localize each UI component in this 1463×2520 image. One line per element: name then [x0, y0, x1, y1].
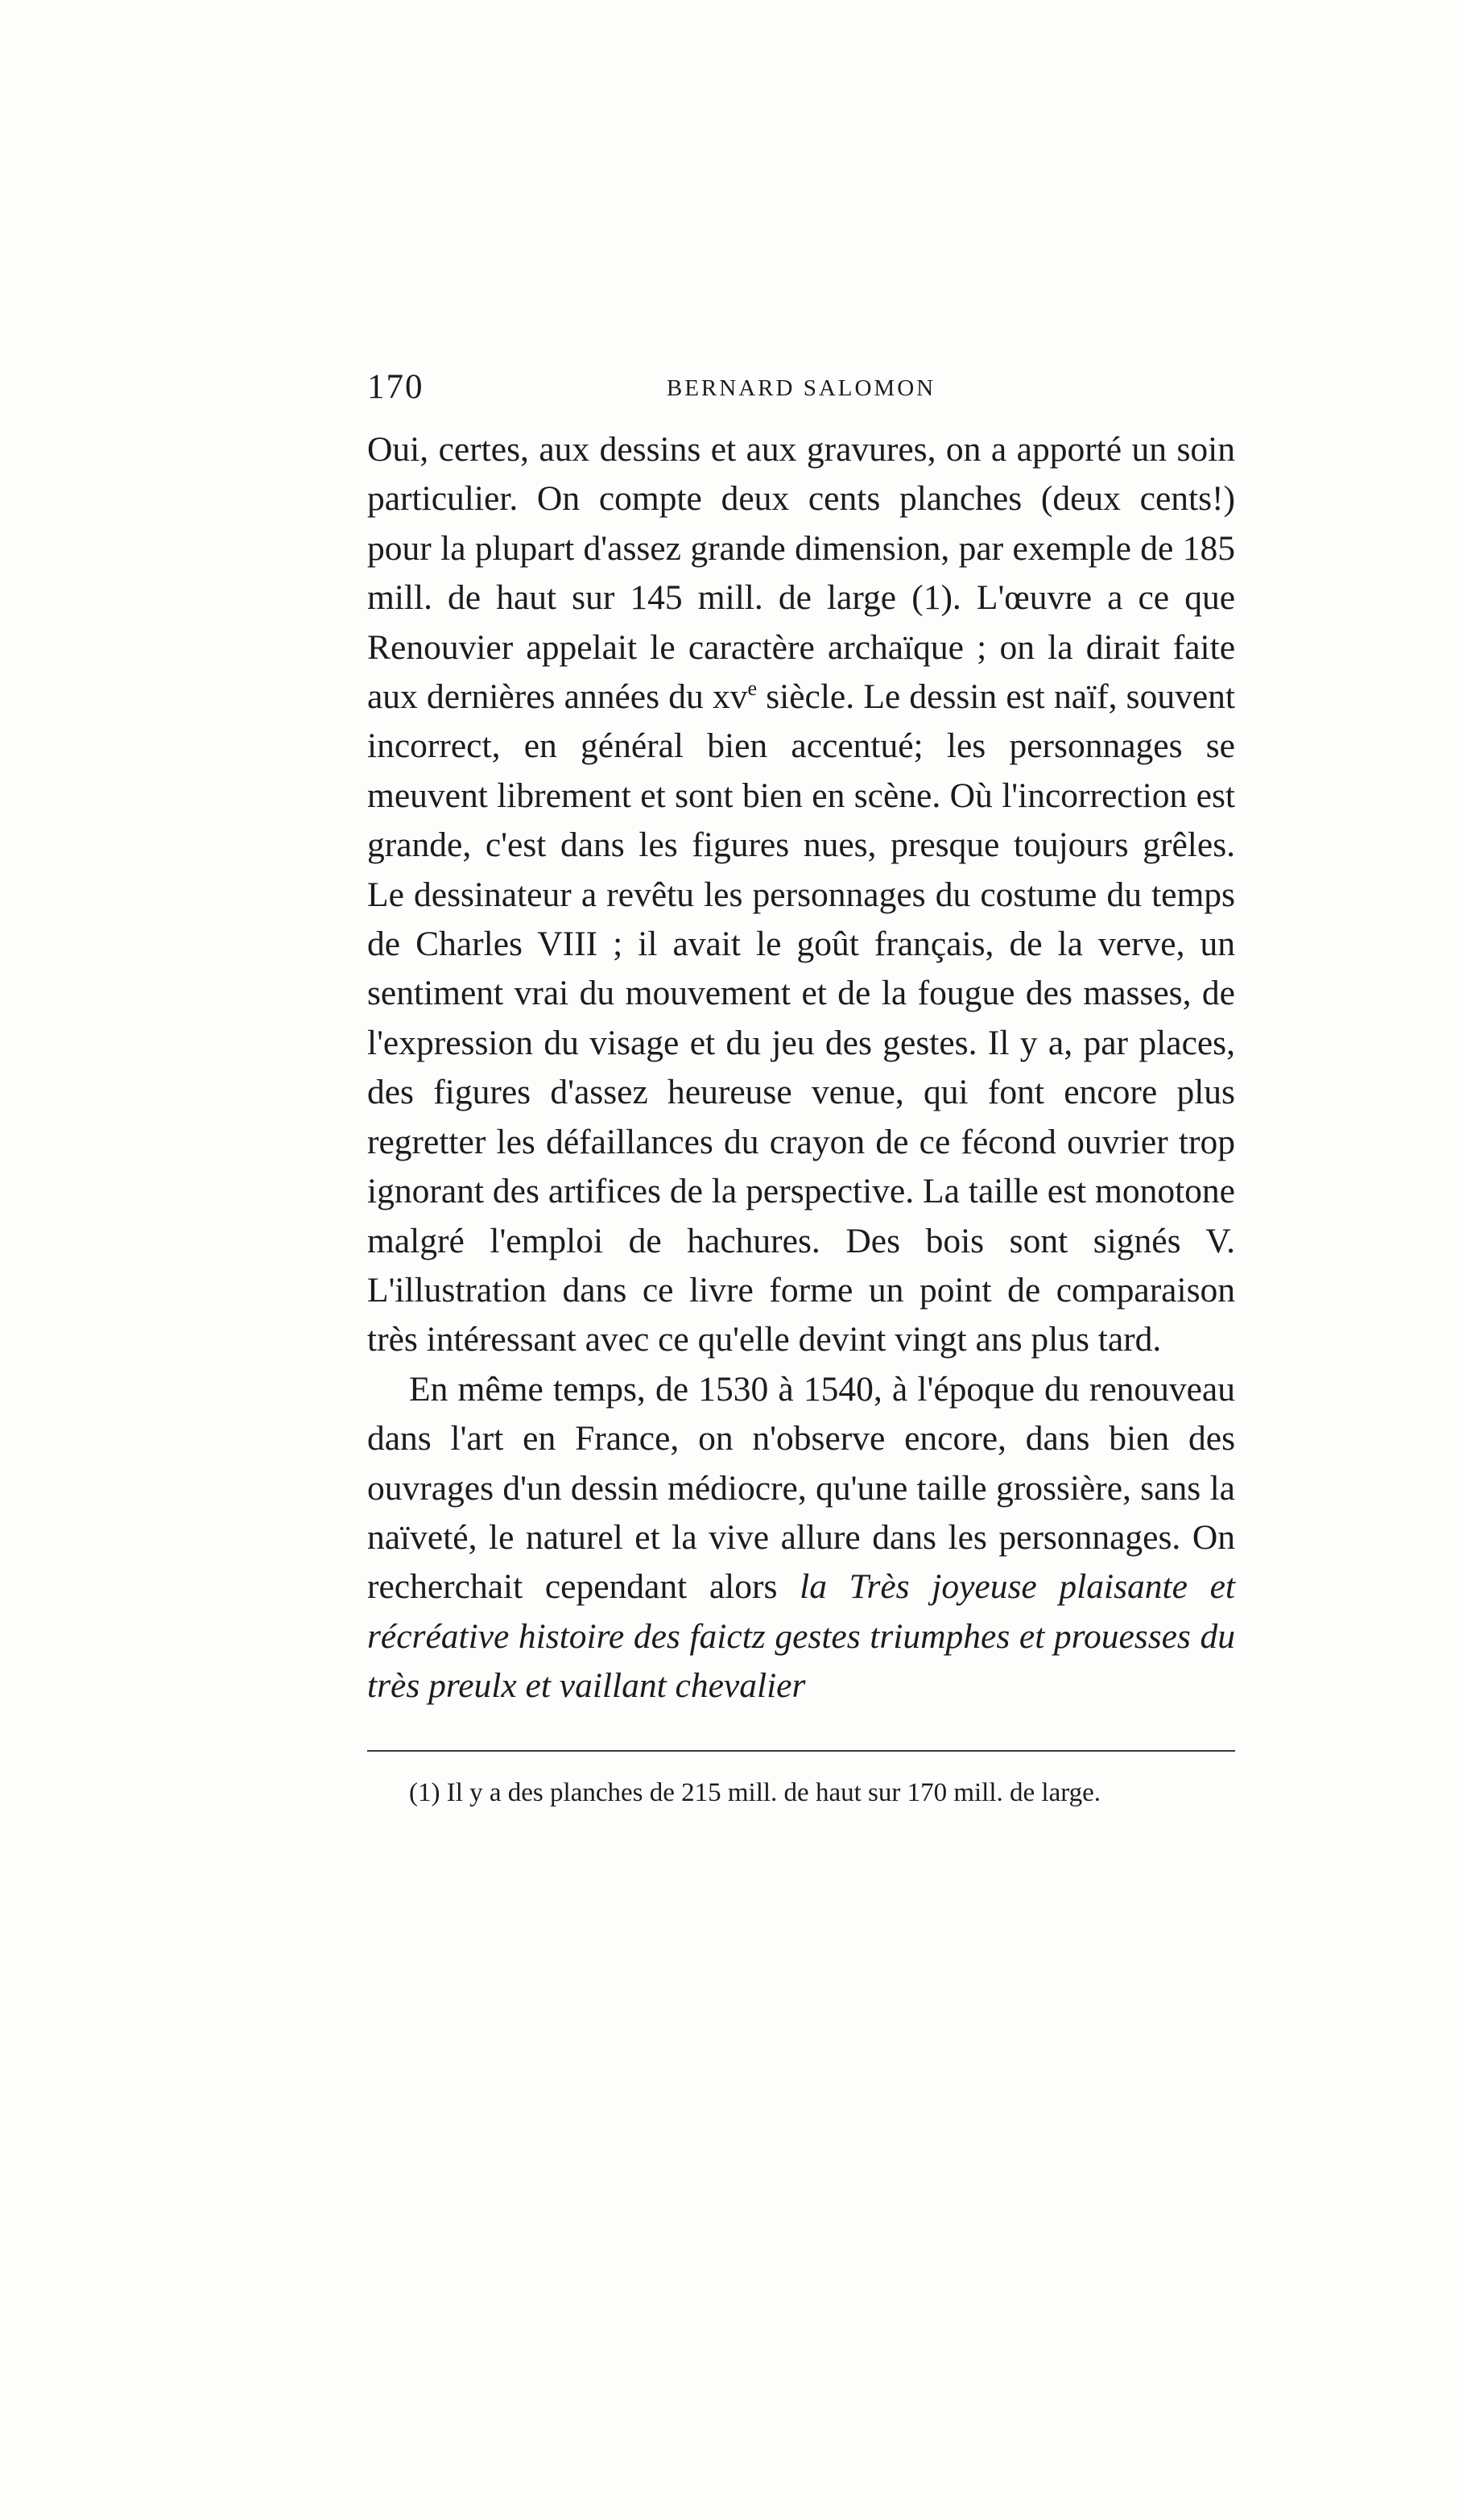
paragraph-2-roman: En même temps, de 1530 à 1540, à l'époque du renouveau dans l'art en France, on n'observe encore, dans bien des ouvrages d'un dessin médiocre, qu'une taille grossière, sans la naïveté, le naturel et la vive allure dans les personnages. On recherchait cependant alors	[367, 1369, 1235, 1607]
body-text	[367, 425, 1235, 1711]
running-title: BERNARD SALOMON	[666, 375, 936, 401]
footnote-rule	[367, 1750, 1235, 1752]
running-head	[367, 367, 1235, 425]
paragraph-1-part-a: Oui, certes, aux dessins et aux gravures, on a apporté un soin particulier. On compte deux cents planches (deux cents!) pour la plupart d'assez grande dimension, par exemple de 185 mill. de haut sur 145 mill. de large (1). L'œuvre a ce que Renouvier appelait le caractère archaïque ; on la dirait faite aux dernières années du xv	[367, 430, 1235, 717]
paragraph-2	[367, 1365, 1235, 1711]
century-superscript: e	[747, 677, 757, 701]
paragraph-1	[367, 425, 1235, 1365]
paragraph-1-part-b: siècle. Le dessin est naïf, souvent incorrect, en général bien accentué; les personnages se meuvent librement et sont bien en scène. Où l'incorrection est grande, c'est dans les figures nues, presque toujours grêles. Le dessinateur a revêtu les personnages du costume du temps de Charles VIII ; il avait le goût français, de la verve, un sentiment vrai du mouvement et de la fougue des masses, de l'expression du visage et du jeu des gestes. Il y a, par places, des figures d'assez heureuse venue, qui font encore plus regretter les défaillances du crayon de ce fécond ouvrier trop ignorant des artifices de la perspective. La taille est monotone malgré l'emploi de hachures. Des bois sont signés V. L'illustration dans ce livre forme un point de comparaison très intéressant avec ce qu'elle devint vingt ans plus tard.	[367, 677, 1235, 1359]
footnote: (1) Il y a des planches de 215 mill. de haut sur 170 mill. de large.	[409, 1777, 1101, 1807]
text-block	[367, 367, 1235, 1812]
page-number: 170	[367, 368, 424, 406]
book-title-italic: la Très joyeuse plaisante et récréative histoire des faictz gestes triumphes et prouesses du très preulx et vaillant chevalier	[367, 1567, 1235, 1706]
